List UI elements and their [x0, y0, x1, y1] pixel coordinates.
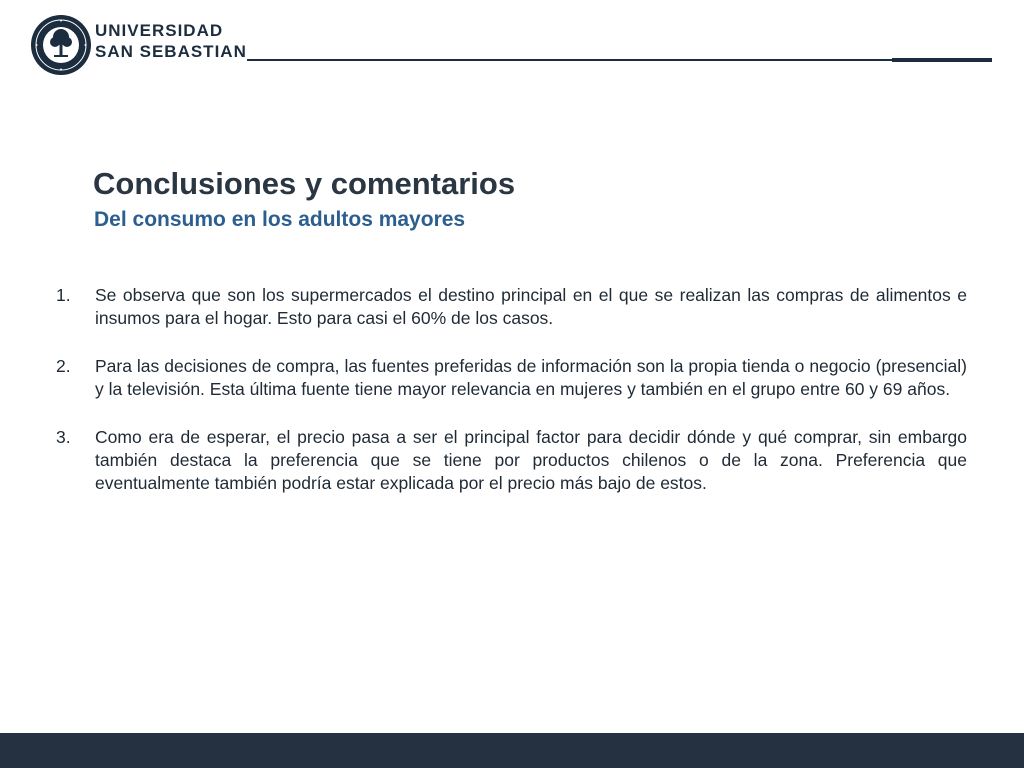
list-item [56, 426, 967, 495]
header-divider [247, 59, 892, 61]
university-seal-icon [30, 14, 92, 76]
list-item-text: Como era de esperar, el precio pasa a ser el principal factor para decidir dónde y qué comprar, sin embargo también destaca la preferencia que se tiene por productos chilenos o de la zona. Preferencia que eventualmente también podría estar explicada por el precio más bajo de estos. [95, 427, 967, 493]
university-logo-text [95, 22, 247, 60]
list-item [56, 284, 967, 330]
list-item-number: 2. [56, 356, 71, 376]
slide-title: Conclusiones y comentarios [93, 166, 516, 201]
list-item-text: Se observa que son los supermercados el destino principal en el que se realizan las compras de alimentos e insumos para el hogar. Esto para casi el 60% de los casos. [95, 285, 967, 328]
logo-line-university: UNIVERSIDAD [95, 21, 224, 40]
list-item-text: Para las decisiones de compra, las fuentes preferidas de información son la propia tienda o negocio (presencial) y la televisión. Esta última fuente tiene mayor relevancia en mujeres y también en el grupo entre 60 y 69 años. [95, 356, 967, 399]
list-item-number: 3. [56, 427, 71, 447]
slide-subtitle: Del consumo en los adultos mayores [94, 208, 466, 231]
list-item-number: 1. [56, 285, 71, 305]
logo-line-name: SAN SEBASTIAN [95, 42, 247, 61]
footer-bar [0, 733, 1024, 768]
conclusions-list [56, 284, 967, 520]
list-item [56, 355, 967, 401]
header-divider-accent [892, 58, 992, 62]
